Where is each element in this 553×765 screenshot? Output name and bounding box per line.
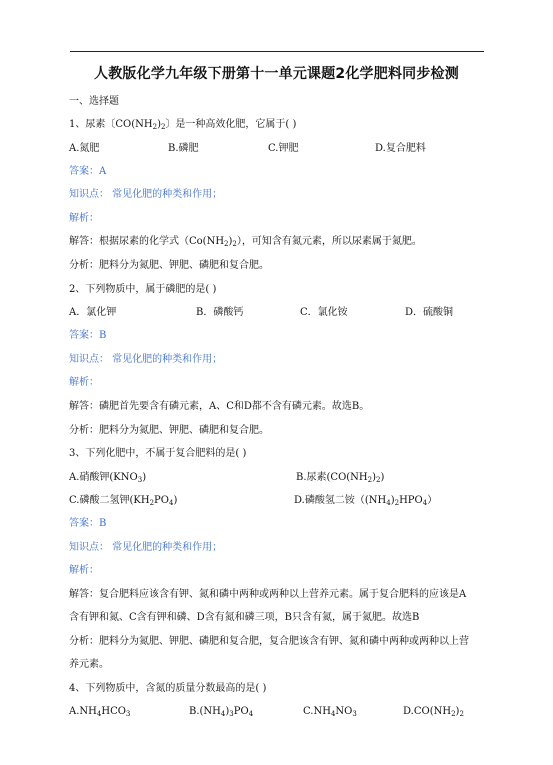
q2-answer: 答案：B (69, 330, 107, 341)
q1-option-c: C.钾肥 (268, 143, 299, 154)
q1-note: 分析：肥料分为氮肥、钾肥、磷肥和复合肥。 (69, 260, 269, 271)
q3-option-b: B.尿素$(CO(NH_2)_2)$ (296, 472, 385, 484)
q3-solution-line-1: 解答：复合肥料应该含有钾、氮和磷中两种或两种以上营养元素。属于复合肥料的应该是A (69, 589, 467, 600)
q2-option-a: A．氯化钾 (69, 307, 117, 318)
q3-stem: 3、下列化肥中，不属于复合肥料的是( ) (69, 448, 247, 459)
q4-option-a: $A.NH_4HCO_3$ (69, 706, 131, 718)
q1-option-d: D.复合肥料 (375, 143, 426, 154)
header-rule (70, 51, 484, 52)
q3-knowledge: 知识点： 常见化肥的种类和作用； (69, 542, 223, 553)
q3-note-line-2: 养元素。 (69, 659, 109, 670)
q1-solution: 解答：根据尿素的化学式$(Co(NH_2)_2)$，可知含有氮元素，所以尿素属于氮肥。 (69, 236, 422, 248)
q3-solution-line-2: 含有钾和氮、C含有钾和磷、D含有氮和磷三项，B只含有氮，属于氮肥。故选B (69, 612, 420, 623)
q2-note: 分析：肥料分为氮肥、钾肥、磷肥和复合肥。 (69, 425, 269, 436)
q4-option-b: $B.(NH_4)_3PO_4$ (189, 706, 254, 718)
q2-option-d: D．硫酸铜 (405, 307, 454, 318)
q2-option-c: C．氯化铵 (300, 307, 348, 318)
q2-knowledge: 知识点： 常见化肥的种类和作用； (69, 354, 223, 365)
document-title: 人教版化学九年级下册第十一单元课题2化学肥料同步检测 (94, 66, 459, 82)
q3-note-line-1: 分析：肥料分为氮肥、钾肥、磷肥和复合肥，复合肥该含有钾、氮和磷中两种或两种以上营 (69, 636, 469, 647)
q1-knowledge: 知识点： 常见化肥的种类和作用； (69, 189, 223, 200)
q2-analysis-label: 解析： (69, 377, 99, 388)
q2-stem: 2、下列物质中，属于磷肥的是( ) (69, 284, 217, 295)
q2-option-b: B．磷酸钙 (196, 307, 244, 318)
q3-analysis-label: 解析： (69, 565, 99, 576)
q4-stem: 4、下列物质中，含氮的质量分数最高的是( ) (69, 683, 267, 694)
q3-option-d: D.磷酸氢二铵$((NH_4)_2HPO_4)$ (294, 495, 438, 507)
q3-option-c: C.磷酸二氢钾$(KH_2PO_4)$ (69, 495, 178, 507)
q2-solution: 解答：磷肥首先要含有磷元素，A、C和D都不含有磷元素。故选B。 (69, 401, 370, 412)
q1-stem: 1、尿素〔$CO(NH_2)_2$〕是一种高效化肥，它属于( ) (69, 119, 297, 131)
q3-answer: 答案：B (69, 518, 107, 529)
section-heading: 一、选择题 (69, 96, 119, 107)
q1-analysis-label: 解析： (69, 213, 99, 224)
q1-option-b: B.磷肥 (168, 143, 199, 154)
q1-answer: 答案：A (69, 166, 107, 177)
q3-option-a: A.硝酸钾$(KNO_3)$ (69, 472, 147, 484)
q4-option-c: $C.NH_4NO_3$ (303, 706, 357, 718)
q1-option-a: A.氮肥 (69, 143, 100, 154)
q4-option-d: $D.CO(NH_2)_2$ (403, 706, 464, 718)
